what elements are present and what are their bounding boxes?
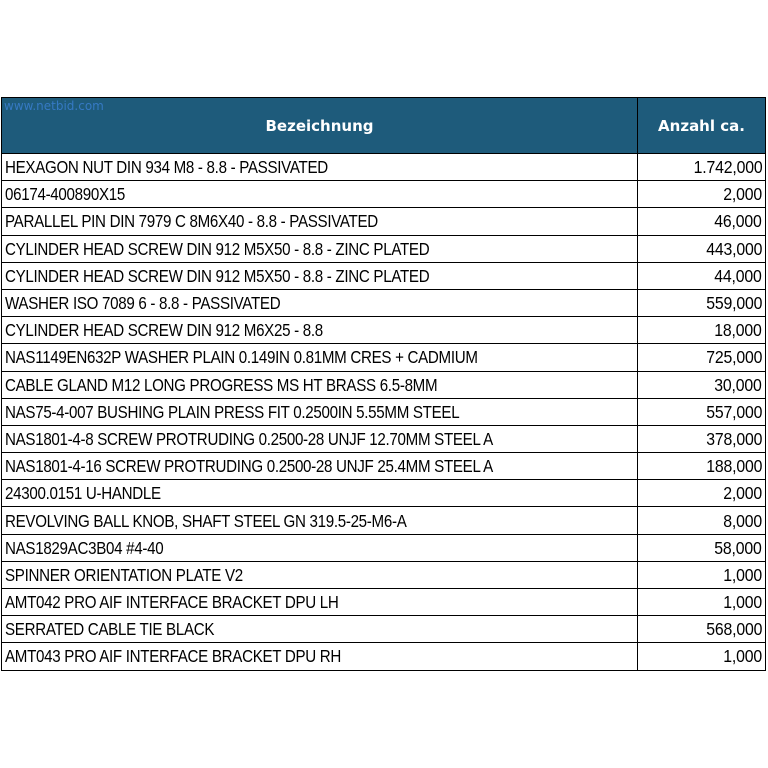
row-quantity-text: 557,000	[706, 401, 762, 422]
parts-table	[1, 97, 766, 671]
row-quantity-text: 58,000	[714, 537, 762, 558]
row-quantity	[638, 425, 766, 452]
row-description-text: AMT042 PRO AIF INTERFACE BRACKET DPU LH	[5, 592, 339, 613]
header-quantity: Anzahl ca.	[638, 98, 766, 154]
row-description	[2, 480, 638, 507]
row-description-text: NAS1149EN632P WASHER PLAIN 0.149IN 0.81MM CRES + CADMIUM	[5, 347, 478, 368]
row-description-text: REVOLVING BALL KNOB, SHAFT STEEL GN 319.5-25-M6-A	[5, 510, 407, 531]
row-quantity	[638, 371, 766, 398]
row-quantity-text: 1.742,000	[693, 157, 762, 178]
row-description-text: NAS1801-4-8 SCREW PROTRUDING 0.2500-28 UNJF 12.70MM STEEL A	[5, 428, 493, 449]
header-row	[2, 98, 766, 154]
row-quantity	[638, 181, 766, 208]
table-row	[2, 561, 766, 588]
row-description	[2, 289, 638, 316]
row-description	[2, 181, 638, 208]
row-quantity	[638, 561, 766, 588]
row-quantity	[638, 616, 766, 643]
row-quantity-text: 568,000	[706, 619, 762, 640]
table-row	[2, 344, 766, 371]
row-quantity	[638, 154, 766, 181]
table-row	[2, 262, 766, 289]
row-quantity	[638, 534, 766, 561]
row-description-text: NAS75-4-007 BUSHING PLAIN PRESS FIT 0.2500IN 5.55MM STEEL	[5, 401, 460, 422]
table-row	[2, 507, 766, 534]
row-quantity	[638, 235, 766, 262]
table-row	[2, 235, 766, 262]
row-quantity-text: 559,000	[706, 293, 762, 314]
row-description	[2, 235, 638, 262]
table-row	[2, 425, 766, 452]
row-description-text: 24300.0151 U-HANDLE	[5, 483, 161, 504]
row-description-text: CYLINDER HEAD SCREW DIN 912 M5X50 - 8.8 - ZINC PLATED	[5, 265, 430, 286]
row-description-text: 06174-400890X15	[5, 184, 126, 205]
table-row	[2, 643, 766, 670]
row-quantity	[638, 317, 766, 344]
row-description-text: AMT043 PRO AIF INTERFACE BRACKET DPU RH	[5, 646, 342, 667]
row-quantity-text: 378,000	[706, 428, 762, 449]
row-quantity	[638, 453, 766, 480]
row-quantity-text: 2,000	[723, 184, 762, 205]
row-quantity-text: 443,000	[706, 238, 762, 259]
row-quantity-text: 46,000	[714, 211, 762, 232]
table-row	[2, 398, 766, 425]
row-description	[2, 208, 638, 235]
row-description	[2, 371, 638, 398]
row-description	[2, 507, 638, 534]
row-description	[2, 453, 638, 480]
table-row	[2, 453, 766, 480]
row-quantity	[638, 208, 766, 235]
row-quantity-text: 18,000	[714, 320, 762, 341]
row-quantity	[638, 344, 766, 371]
row-quantity-text: 44,000	[714, 265, 762, 286]
row-description-text: SPINNER ORIENTATION PLATE V2	[5, 564, 243, 585]
row-description	[2, 616, 638, 643]
row-description-text: CYLINDER HEAD SCREW DIN 912 M6X25 - 8.8	[5, 320, 323, 341]
row-description	[2, 344, 638, 371]
row-description-text: NAS1801-4-16 SCREW PROTRUDING 0.2500-28 UNJF 25.4MM STEEL A	[5, 456, 493, 477]
table-row	[2, 480, 766, 507]
row-description-text: NAS1829AC3B04 #4-40	[5, 537, 164, 558]
table-row	[2, 534, 766, 561]
row-description	[2, 643, 638, 670]
table-body	[2, 154, 766, 671]
row-quantity-text: 1,000	[723, 564, 762, 585]
row-description	[2, 561, 638, 588]
row-quantity-text: 8,000	[723, 510, 762, 531]
row-description	[2, 425, 638, 452]
row-description	[2, 262, 638, 289]
table-row	[2, 181, 766, 208]
parts-table-container	[1, 97, 765, 671]
row-quantity-text: 725,000	[706, 347, 762, 368]
header-description	[2, 98, 638, 154]
row-description-text: WASHER ISO 7089 6 - 8.8 - PASSIVATED	[5, 293, 281, 314]
row-quantity	[638, 398, 766, 425]
row-quantity	[638, 289, 766, 316]
row-description-text: PARALLEL PIN DIN 7979 C 8M6X40 - 8.8 - PASSIVATED	[5, 211, 378, 232]
row-quantity	[638, 643, 766, 670]
table-row	[2, 589, 766, 616]
row-quantity	[638, 589, 766, 616]
table-row	[2, 317, 766, 344]
row-quantity-text: 1,000	[723, 592, 762, 613]
table-row	[2, 616, 766, 643]
row-quantity	[638, 480, 766, 507]
row-quantity-text: 1,000	[723, 646, 762, 667]
row-description-text: SERRATED CABLE TIE BLACK	[5, 619, 215, 640]
table-row	[2, 371, 766, 398]
row-description	[2, 534, 638, 561]
watermark: www.netbid.com	[4, 99, 104, 113]
row-quantity-text: 2,000	[723, 483, 762, 504]
table-row	[2, 208, 766, 235]
header-description-label: Bezeichnung	[265, 116, 374, 135]
row-description	[2, 589, 638, 616]
row-description	[2, 398, 638, 425]
row-description	[2, 317, 638, 344]
row-description-text: CYLINDER HEAD SCREW DIN 912 M5X50 - 8.8 - ZINC PLATED	[5, 238, 430, 259]
row-description	[2, 154, 638, 181]
row-quantity-text: 188,000	[706, 456, 762, 477]
table-row	[2, 154, 766, 181]
table-row	[2, 289, 766, 316]
row-description-text: CABLE GLAND M12 LONG PROGRESS MS HT BRASS 6.5-8MM	[5, 374, 438, 395]
row-description-text: HEXAGON NUT DIN 934 M8 - 8.8 - PASSIVATED	[5, 157, 328, 178]
row-quantity	[638, 262, 766, 289]
row-quantity	[638, 507, 766, 534]
row-quantity-text: 30,000	[714, 374, 762, 395]
